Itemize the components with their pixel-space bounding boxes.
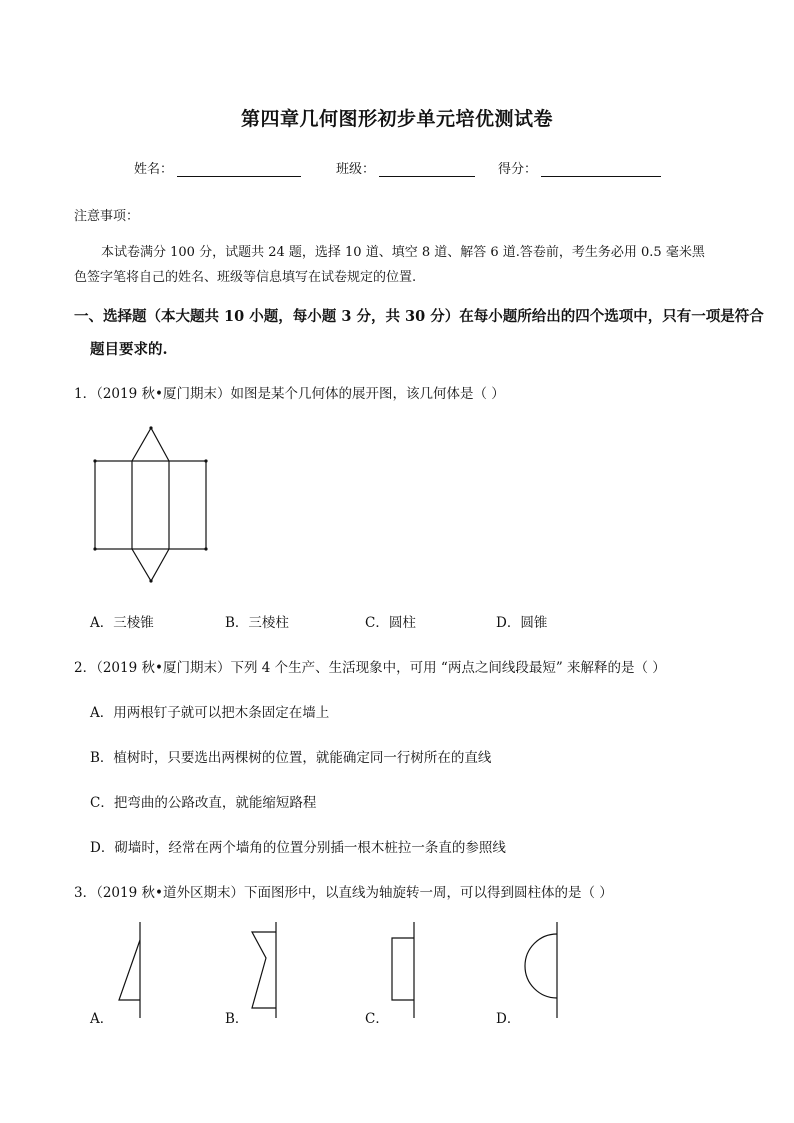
section-heading-line-1: 一、选择题（本大题共 10 小题，每小题 3 分，共 30 分）在每小题所给出的四个选项中，只有一项是符合 (74, 308, 764, 325)
q2-option-a[interactable]: A．用两根钉子就可以把木条固定在墙上 (90, 705, 330, 721)
q3-stem: 3．（2019 秋•道外区期末）下面图形中，以直线为轴旋转一周，可以得到圆柱体的是（ ） (74, 885, 613, 901)
q3-option-c[interactable]: C． (365, 1011, 389, 1027)
q1-option-d[interactable]: D．圆锥 (496, 615, 548, 631)
q2-option-d[interactable]: D．砌墙时，经常在两个墙角的位置分别插一根木桩拉一条直的参照线 (90, 840, 506, 856)
score-blank[interactable] (541, 162, 661, 177)
q3-option-a[interactable]: A． (90, 1011, 114, 1027)
score-label: 得分： (498, 162, 538, 177)
notice-line-1: 本试卷满分 100 分，试题共 24 题，选择 10 道、填空 8 道、解答 6 道.答卷前，考生务必用 0.5 毫米黑 (101, 245, 705, 260)
exam-title: 第四章几何图形初步单元培优测试卷 (240, 108, 553, 130)
q1-net-figure (88, 420, 218, 590)
class-label: 班级： (336, 162, 376, 177)
name-field[interactable] (134, 158, 301, 177)
q2-option-b[interactable]: B．植树时，只要选出两棵树的位置，就能确定同一行树所在的直线 (90, 750, 492, 766)
class-blank[interactable] (379, 162, 475, 177)
name-label: 姓名： (134, 162, 174, 177)
q3-option-d[interactable]: D． (496, 1011, 521, 1027)
q1-option-c[interactable]: C．圆柱 (365, 615, 416, 631)
class-field[interactable] (336, 158, 475, 177)
q1-option-b[interactable]: B．三棱柱 (225, 615, 289, 631)
q3-figure-b (246, 920, 286, 1020)
q3-figure-a (110, 920, 150, 1020)
notice-line-2: 色签字笔将自己的姓名、班级等信息填写在试卷规定的位置. (74, 270, 417, 285)
q2-stem: 2．（2019 秋•厦门期末）下列 4 个生产、生活现象中，可用 “两点之间线段最短” 来解释的是（ ） (74, 660, 666, 676)
q1-stem: 1．（2019 秋•厦门期末）如图是某个几何体的展开图，该几何体是（ ） (74, 386, 505, 402)
name-blank[interactable] (177, 162, 301, 177)
q1-option-a[interactable]: A．三棱锥 (90, 615, 154, 631)
section-heading-line-2: 题目要求的. (90, 341, 168, 358)
q3-figure-d (520, 920, 565, 1020)
q3-figure-c (384, 920, 424, 1020)
q2-option-c[interactable]: C．把弯曲的公路改直，就能缩短路程 (90, 795, 317, 811)
q3-option-b[interactable]: B． (225, 1011, 249, 1027)
score-field[interactable] (498, 158, 661, 177)
notice-heading: 注意事项： (74, 209, 140, 224)
